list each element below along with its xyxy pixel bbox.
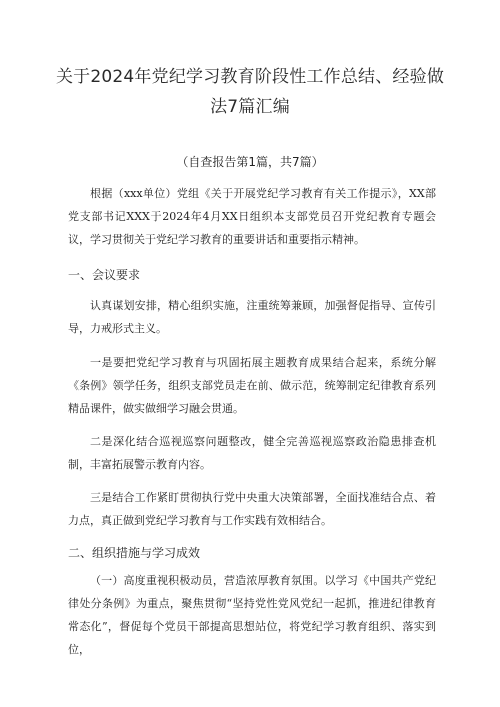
paragraph-requirement-three: 三是结合工作紧盯贯彻执行党中央重大决策部署，全面找准结合点、着力点，真正做到党纪学习教育与工作实践有效相结合。	[68, 491, 436, 527]
paragraph-requirement-two: 二是深化结合巡视巡察问题整改，健全完善巡视巡察政治隐患排查机制，丰富拓展警示教育内容。	[68, 435, 436, 471]
section-heading-meeting-requirements: 一、会议要求	[68, 268, 141, 282]
intro-paragraph: 根据（xxx单位）党组《关于开展党纪学习教育有关工作提示》，XX部党支部书记XXX于2024年4月XX日组织本支部党员召开党纪教育专题会议，学习贯彻关于党纪学习教育的重要讲话和重要指示精神。	[68, 187, 436, 246]
paragraph-requirements-overview: 认真谋划安排，精心组织实施，注重统筹兼顾，加强督促指导、宣传引导，力戒形式主义。	[68, 299, 436, 335]
document-title: 关于2024年党纪学习教育阶段性工作总结、经验做法7篇汇编	[55, 67, 445, 117]
paragraph-requirement-one: 一是要把党纪学习教育与巩固拓展主题教育成果结合起来，系统分解《条例》领学任务，组织支部党员走在前、做示范，统筹制定纪律教育系列精品课件，做实做细学习融会贯通。	[68, 356, 436, 415]
paragraph-measure-one: （一）高度重视积极动员，营造浓厚教育氛围。以学习《中国共产党纪律处分条例》为重点，聚焦贯彻“坚持党性党风党纪一起抓，推进纪律教育常态化”，督促每个党员干部提高思想站位，将党纪学习教育组织、落实到位，	[68, 574, 436, 656]
section-heading-measures-results: 二、组织措施与学习成效	[68, 546, 201, 560]
document-subtitle: （自查报告第1篇，共7篇）	[176, 155, 324, 169]
